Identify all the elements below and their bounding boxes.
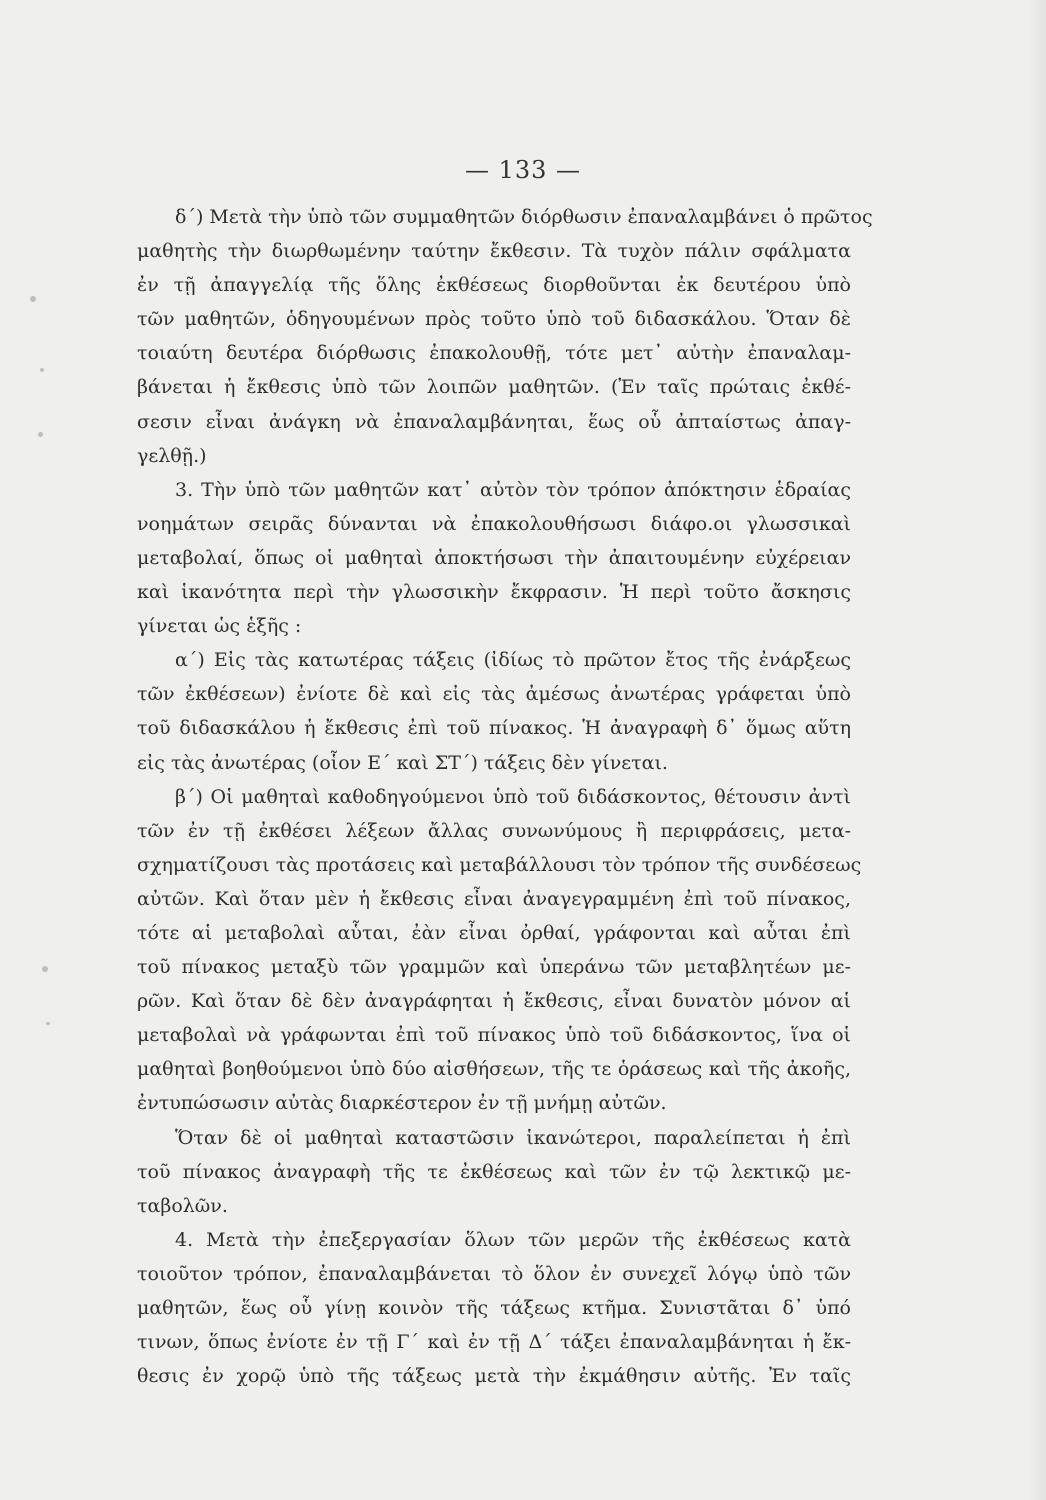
- text-line: ρῶν. Καὶ ὅταν δὲ δὲν ἀναγράφηται ἡ ἔκθεσις, εἶναι δυνατὸν μόνον αἱ: [137, 990, 851, 1013]
- text-line: α΄) Εἰς τὰς κατωτέρας τάξεις (ἰδίως τὸ πρῶτον ἔτος τῆς ἐνάρξεως: [175, 649, 851, 672]
- text-line: τοιοῦτον τρόπον, ἐπαναλαμβάνεται τὸ ὅλον ἐν συνεχεῖ λόγῳ ὑπὸ τῶν: [137, 1262, 851, 1285]
- text-line: αὐτῶν. Καὶ ὅταν μὲν ἡ ἔκθεσις εἶναι ἀναγεγραμμένη ἐπὶ τοῦ πίνακος,: [137, 887, 851, 910]
- margin-speck: [40, 368, 44, 372]
- text-line: μεταβολαὶ νὰ γράφωνται ἐπὶ τοῦ πίνακος ὑπὸ τοῦ διδάσκοντος, ἵνα οἱ: [137, 1024, 851, 1047]
- text-line: τῶν ἐν τῇ ἐκθέσει λέξεων ἄλλας συνωνύμους ἢ περιφράσεις, μετα-: [137, 819, 851, 842]
- text-line: Ὅταν δὲ οἱ μαθηταὶ καταστῶσιν ἱκανώτεροι, παραλείπεται ἡ ἐπὶ: [175, 1126, 851, 1149]
- text-line: ἐν τῇ ἀπαγγελίᾳ τῆς ὅλης ἐκθέσεως διορθοῦνται ἐκ δευτέρου ὑπὸ: [137, 274, 851, 297]
- text-line: μαθητὴς τὴν διωρθωμένην ταύτην ἔκθεσιν. Τὰ τυχὸν πάλιν σφάλματα: [137, 240, 851, 263]
- text-line: 4. Μετὰ τὴν ἐπεξεργασίαν ὅλων τῶν μερῶν τῆς ἐκθέσεως κατὰ: [175, 1228, 851, 1251]
- text-line: σχηματίζουσι τὰς προτάσεις καὶ μεταβάλλουσι τὸν τρόπον τῆς συνδέσεως: [137, 853, 862, 876]
- text-line: τότε αἱ μεταβολαὶ αὗται, ἐὰν εἶναι ὀρθαί, γράφονται καὶ αὗται ἐπὶ: [137, 921, 851, 944]
- text-line: τῶν μαθητῶν, ὁδηγουμένων πρὸς τοῦτο ὑπὸ τοῦ διδασκάλου. Ὅταν δὲ: [137, 308, 851, 331]
- text-line: τῶν ἐκθέσεων) ἐνίοτε δὲ καὶ εἰς τὰς ἀμέσως ἀνωτέρας γράφεται ὑπὸ: [137, 683, 851, 706]
- text-line: γελθῇ.): [137, 444, 207, 467]
- text-line: τοῦ πίνακος ἀναγραφὴ τῆς τε ἐκθέσεως καὶ τῶν ἐν τῷ λεκτικῷ με-: [137, 1160, 851, 1183]
- margin-speck: [42, 966, 48, 972]
- page-edge-shadow: [1028, 0, 1046, 1500]
- text-line: μαθητῶν, ἕως οὗ γίνῃ κοινὸν τῆς τάξεως κτῆμα. Συνιστᾶται δ᾽ ὑπό: [137, 1297, 851, 1319]
- text-line: νοημάτων σειρᾶς δύνανται νὰ ἐπακολουθήσωσι διάφο.οι γλωσσικαὶ: [137, 512, 851, 535]
- text-line: 3. Τὴν ὑπὸ τῶν μαθητῶν κατ᾽ αὐτὸν τὸν τρόπον ἀπόκτησιν ἑδραίας: [175, 478, 851, 501]
- text-line: ταβολῶν.: [137, 1194, 228, 1217]
- margin-speck: [38, 432, 43, 437]
- text-line: θεσις ἐν χορῷ ὑπὸ τῆς τάξεως μετὰ τὴν ἐκμάθησιν αὐτῆς. Ἐν ταῖς: [137, 1365, 851, 1388]
- text-line: σεσιν εἶναι ἀνάγκη νὰ ἐπαναλαμβάνηται, ἕως οὗ ἀπταίστως ἀπαγ-: [137, 410, 851, 433]
- text-line: δ΄) Μετὰ τὴν ὑπὸ τῶν συμμαθητῶν διόρθωσιν ἐπαναλαμβάνει ὁ πρῶτος: [175, 206, 873, 228]
- text-line: εἰς τὰς ἀνωτέρας (οἷον Ε΄ καὶ ΣΤ΄) τάξεις δὲν γίνεται.: [137, 751, 668, 774]
- text-line: καὶ ἱκανότητα περὶ τὴν γλωσσικὴν ἔκφρασιν. Ἡ περὶ τοῦτο ἄσκησις: [137, 581, 851, 604]
- text-line: γίνεται ὡς ἑξῆς :: [137, 615, 302, 638]
- text-line: μαθηταὶ βοηθούμενοι ὑπὸ δύο αἰσθήσεων, τῆς τε ὁράσεως καὶ τῆς ἀκοῆς,: [137, 1058, 851, 1081]
- text-line: μεταβολαί, ὅπως οἱ μαθηταὶ ἀποκτήσωσι τὴν ἀπαιτουμένην εὐχέρειαν: [137, 546, 851, 569]
- text-line: βάνεται ἡ ἔκθεσις ὑπὸ τῶν λοιπῶν μαθητῶν. (Ἐν ταῖς πρώταις ἐκθέ-: [137, 376, 851, 399]
- text-line: β΄) Οἱ μαθηταὶ καθοδηγούμενοι ὑπὸ τοῦ διδάσκοντος, θέτουσιν ἀντὶ: [175, 785, 851, 808]
- text-line: τοιαύτη δευτέρα διόρθωσις ἐπακολουθῇ, τότε μετ᾽ αὐτὴν ἐπαναλαμ-: [137, 342, 851, 365]
- text-line: τοῦ διδασκάλου ἡ ἔκθεσις ἐπὶ τοῦ πίνακος. Ἡ ἀναγραφὴ δ᾽ ὅμως αὕτη: [137, 717, 851, 740]
- margin-speck: [30, 296, 36, 302]
- text-line: τοῦ πίνακος μεταξὺ τῶν γραμμῶν καὶ ὑπεράνω τῶν μεταβλητέων με-: [137, 956, 851, 979]
- text-line: ἐντυπώσωσιν αὐτὰς διαρκέστερον ἐν τῇ μνήμῃ αὐτῶν.: [137, 1092, 667, 1115]
- text-line: τινων, ὅπως ἐνίοτε ἐν τῇ Γ΄ καὶ ἐν τῇ Δ΄ τάξει ἐπαναλαμβάνηται ἡ ἔκ-: [137, 1331, 851, 1354]
- margin-speck: [46, 1022, 50, 1025]
- body-text: [137, 200, 873, 1393]
- page-number: — 133 —: [464, 156, 582, 184]
